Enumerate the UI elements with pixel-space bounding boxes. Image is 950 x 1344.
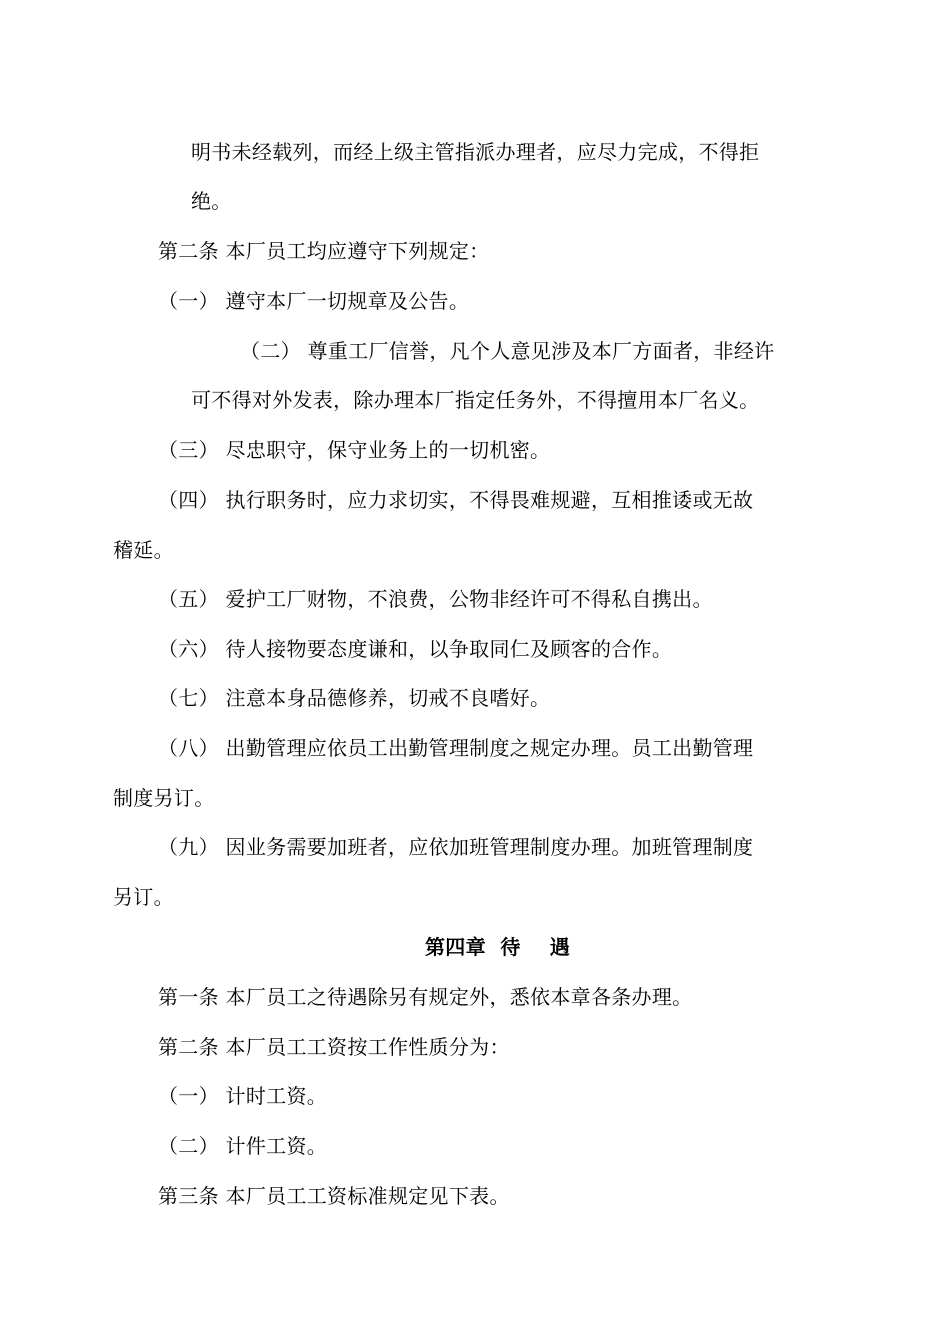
paragraph-line: 另订。 <box>113 885 174 909</box>
paragraph-line: 可不得对外发表，除办理本厂指定任务外，不得擅用本厂名义。 <box>191 388 760 412</box>
list-item: （二） 尊重工厂信誉，凡个人意见涉及本厂方面者，非经许 <box>240 339 775 363</box>
article-line: 第二条 本厂员工工资按工作性质分为： <box>158 1035 510 1059</box>
list-item: （一） 遵守本厂一切规章及公告。 <box>158 289 470 313</box>
paragraph-line: 明书未经载列，而经上级主管指派办理者，应尽力完成，不得拒 <box>191 140 760 164</box>
list-item: （二） 计件工资。 <box>158 1134 328 1158</box>
article-line: 第三条 本厂员工工资标准规定见下表。 <box>158 1184 510 1208</box>
list-item: （六） 待人接物要态度谦和，以争取同仁及顾客的合作。 <box>158 637 673 661</box>
list-item: （八） 出勤管理应依员工出勤管理制度之规定办理。员工出勤管理 <box>158 736 754 760</box>
article-line: 第二条 本厂员工均应遵守下列规定： <box>158 239 490 263</box>
paragraph-line: 稽延。 <box>113 538 174 562</box>
list-item: （五） 爱护工厂财物，不浪费，公物非经许可不得私自携出。 <box>158 587 713 611</box>
article-line: 第一条 本厂员工之待遇除另有规定外，悉依本章各条办理。 <box>158 985 693 1009</box>
list-item: （一） 计时工资。 <box>158 1084 328 1108</box>
list-item: （七） 注意本身品德修养，切戒不良嗜好。 <box>158 686 551 710</box>
list-item: （九） 因业务需要加班者，应依加班管理制度办理。加班管理制度 <box>158 835 754 859</box>
list-item: （三） 尽忠职守，保守业务上的一切机密。 <box>158 438 551 462</box>
paragraph-line: 制度另订。 <box>113 786 215 810</box>
paragraph-line: 绝。 <box>191 189 232 213</box>
chapter-heading: 第四章 待 遇 <box>425 935 571 959</box>
list-item: （四） 执行职务时，应力求切实，不得畏难规避，互相推诿或无故 <box>158 488 754 512</box>
